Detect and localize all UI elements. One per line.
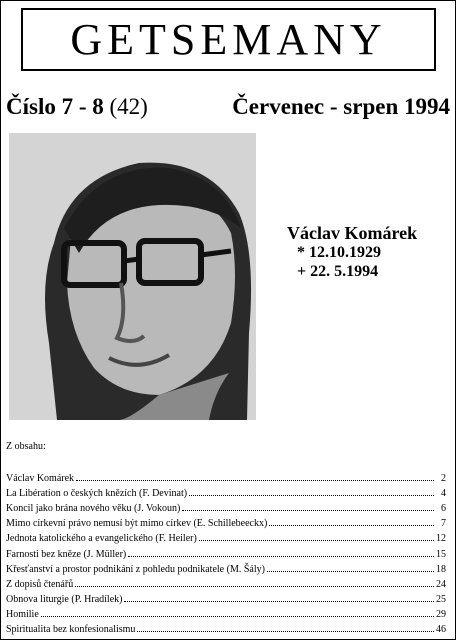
toc-item xyxy=(6,605,446,620)
issue-label: Číslo 7 - 8 xyxy=(6,94,104,119)
toc-item xyxy=(6,499,446,514)
death-date: + 22. 5.1994 xyxy=(297,263,379,280)
toc-item xyxy=(6,575,446,590)
table-of-contents xyxy=(6,469,446,635)
toc-title: Mimo církevní právo nemusí být mimo církev (E. Schillebeeckx) xyxy=(6,518,268,530)
issue-sequence: (42) xyxy=(109,94,148,119)
toc-page: 12 xyxy=(436,533,446,545)
toc-item xyxy=(6,590,446,605)
toc-page: 2 xyxy=(441,473,446,485)
toc-leader xyxy=(76,480,434,481)
toc-leader xyxy=(189,495,434,496)
toc-item xyxy=(6,514,446,529)
masthead xyxy=(21,8,436,71)
toc-leader xyxy=(128,556,434,557)
toc-item xyxy=(6,560,446,575)
toc-page: 4 xyxy=(441,488,446,500)
toc-title: Z dopisů čtenářů xyxy=(6,578,74,590)
toc-title: Farnosti bez kněze (J. Müller) xyxy=(6,548,127,560)
toc-title: Obnova liturgie (P. Hradílek) xyxy=(6,593,123,605)
toc-leader xyxy=(269,525,434,526)
birth-date: * 12.10.1929 xyxy=(297,244,381,261)
toc-title: Křesťanství a prostor podnikání z pohledu podnikatele (M. Šály) xyxy=(6,563,265,575)
toc-title: Jednota katolického a evangelického (F. Heiler) xyxy=(6,533,197,545)
toc-leader xyxy=(182,510,434,511)
toc-leader xyxy=(75,586,434,587)
issue-date: Červenec - srpen 1994 xyxy=(232,94,450,119)
toc-title: Homilie xyxy=(6,608,39,620)
toc-item xyxy=(6,620,446,635)
toc-page: 46 xyxy=(436,624,446,636)
toc-item xyxy=(6,544,446,559)
contents-heading: Z obsahu: xyxy=(6,441,46,452)
toc-leader xyxy=(137,631,434,632)
toc-item xyxy=(6,484,446,499)
magazine-title: GETSEMANY xyxy=(70,14,387,64)
toc-page: 6 xyxy=(441,503,446,515)
toc-leader xyxy=(41,616,434,617)
toc-title: Koncil jako brána nového věku (J. Vokoun) xyxy=(6,503,181,515)
toc-leader xyxy=(124,601,434,602)
toc-title: La Libération o českých knězích (F. Devinat) xyxy=(6,488,188,500)
portrait-image xyxy=(9,133,256,420)
toc-page: 29 xyxy=(436,608,446,620)
toc-leader xyxy=(199,540,434,541)
toc-page: 18 xyxy=(436,563,446,575)
person-name: Václav Komárek xyxy=(287,223,418,243)
obituary-caption xyxy=(287,224,417,281)
toc-title: Spiritualita bez konfesionalismu xyxy=(6,624,136,636)
toc-page: 7 xyxy=(441,518,446,530)
toc-item xyxy=(6,529,446,544)
toc-page: 15 xyxy=(436,548,446,560)
toc-title: Václav Komárek xyxy=(6,473,75,485)
issue-number xyxy=(6,94,148,120)
toc-page: 25 xyxy=(436,593,446,605)
toc-item xyxy=(6,469,446,484)
toc-page: 24 xyxy=(436,578,446,590)
toc-leader xyxy=(267,571,434,572)
portrait-photo xyxy=(9,133,256,420)
